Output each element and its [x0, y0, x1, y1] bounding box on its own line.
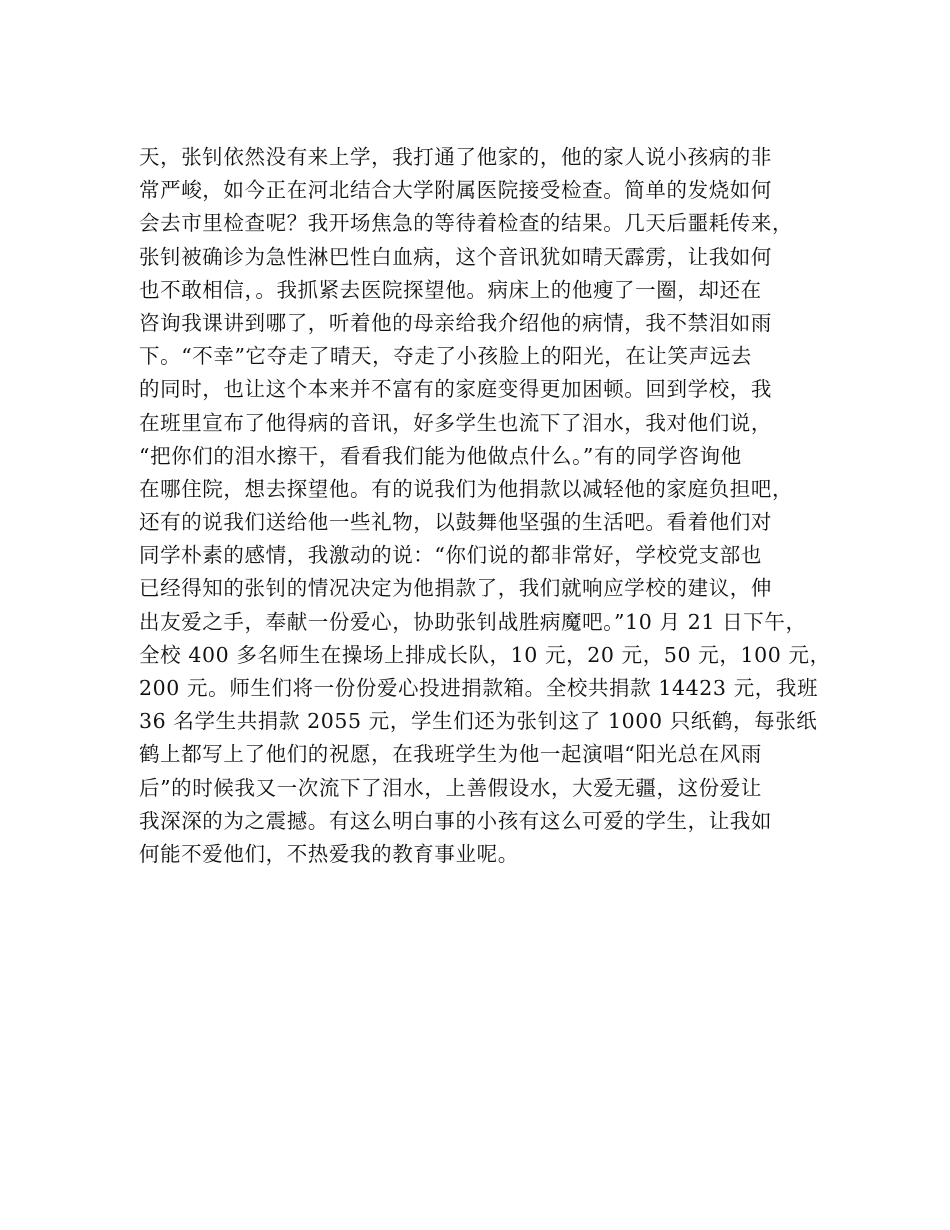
- text-line: 张钊被确诊为急性淋巴性白血病，这个音讯犹如晴天霹雳，让我如何: [139, 244, 772, 269]
- text-line: 天，张钊依然没有来上学，我打通了他家的，他的家人说小孩病的非: [139, 145, 772, 169]
- text-line: 已经得知的张钊的情况决定为他捐款了，我们就响应学校的建议，伸: [139, 576, 772, 601]
- text-line: 的同时，也让这个本来并不富有的家庭变得更加困顿。回到学校，我: [139, 377, 772, 402]
- body-text: [139, 141, 839, 871]
- text-line: 在班里宣布了他得病的音讯，好多学生也流下了泪水，我对他们说，: [139, 410, 772, 435]
- text-line: 36 名学生共捐款 2055 元，学生们还为张钊这了 1000 只纸鹤，每张纸: [139, 709, 818, 734]
- text-line: 出友爱之手，奉献一份爱心，协助张钊战胜病魔吧。”10 月 21 日下午，: [139, 609, 807, 634]
- text-line: 全校 400 多名师生在操场上排成长队，10 元，20 元，50 元，100 元，: [139, 642, 831, 667]
- text-line: 同学朴素的感情，我激动的说：“你们说的都非常好，学校党支部也: [139, 543, 762, 568]
- text-line: 我深深的为之震撼。有这么明白事的小孩有这么可爱的学生，让我如: [139, 808, 772, 833]
- text-line: 在哪住院，想去探望他。有的说我们为他捐款以减轻他的家庭负担吧，: [139, 476, 794, 501]
- text-line: 常严峻，如今正在河北结合大学附属医院接受检查。简单的发烧如何: [139, 178, 772, 203]
- text-line: 还有的说我们送给他一些礼物，以鼓舞他坚强的生活吧。看着他们对: [139, 510, 772, 535]
- text-line: 也不敢相信，。我抓紧去医院探望他。病床上的他瘦了一圈，却还在: [139, 277, 762, 302]
- text-line: 咨询我课讲到哪了，听着他的母亲给我介绍他的病情，我不禁泪如雨: [139, 310, 772, 335]
- text-line: 会去市里检查呢？我开场焦急的等待着检查的结果。几天后噩耗传来，: [139, 211, 794, 236]
- text-line: 后”的时候我又一次流下了泪水，上善假设水，大爱无疆，这份爱让: [139, 775, 762, 800]
- text-line: “把你们的泪水擦干，看看我们能为他做点什么。”有的同学咨询他: [139, 443, 742, 468]
- text-line: 下。“不幸”它夺走了晴天，夺走了小孩脸上的阳光，在让笑声远去: [139, 344, 752, 369]
- text-line: 何能不爱他们，不热爱我的教育事业呢。: [139, 841, 519, 866]
- text-line: 200 元。师生们将一份份爱心投进捐款箱。全校共捐款 14423 元，我班: [139, 676, 819, 700]
- text-line: 鹤上都写上了他们的祝愿，在我班学生为他一起演唱“阳光总在风雨: [139, 742, 762, 767]
